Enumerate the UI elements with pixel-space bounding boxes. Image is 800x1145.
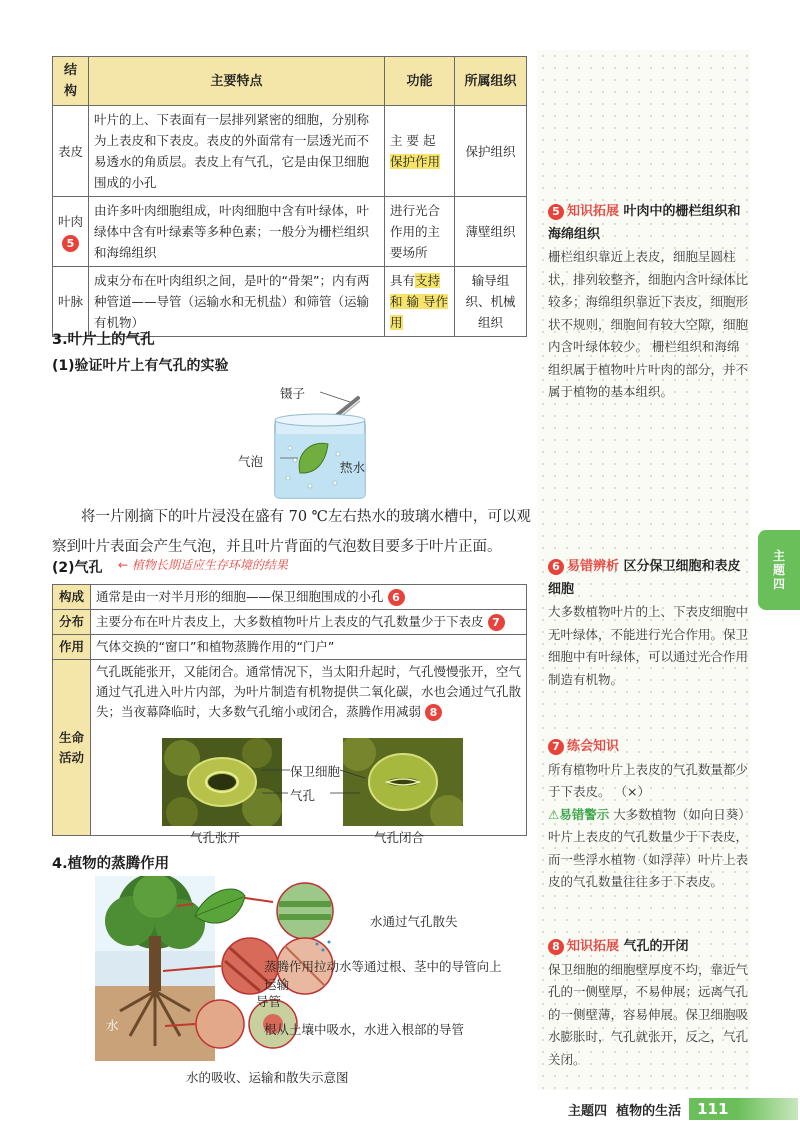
section-title-stomata: 3.叶片上的气孔 [52,332,155,348]
experiment-paragraph: 将一片刚摘下的叶片浸没在盛有 70 ℃左右热水的玻璃水槽中，可以观察到叶片表面会产生气泡，并且叶片背面的气泡数目要多于叶片正面。 [52,509,531,555]
side-tab-theme[interactable]: 主 题 四 [758,530,800,610]
table-row: 叶脉 成束分布在叶肉组织之间，是叶的“骨架”；内有两种管道——导管（运输水和无机盐）和筛管（运输有机物） 具有支持和 输 导作用 输导组织、机械组织 [53,267,527,337]
label-guard-cell: 保卫细胞 [290,764,341,779]
handwritten-note: ← 植物长期适应生存环境的结果 [118,558,288,572]
label-bubble: 气泡 [238,454,264,469]
table-row: 生命活动 气孔既能张开，又能闭合。通常情况下，当太阳升起时，气孔慢慢张开，空气通过气孔进入叶片内部，为叶片制造有机物提供二氧化碳，水也会通过气孔散失；当夜幕降临时，大多数气孔缩小或闭合，蒸腾作用减弱 8 [53,660,527,836]
table-header-row: 结构 主要特点 功能 所属组织 [53,57,527,106]
note-6: 6 易错辨析 区分保卫细胞和表皮细胞 大多数植物叶片的上、下表皮细胞中无叶绿体，不能进行光合作用。保卫细胞中有叶绿体，可以通过光合作用制造有机物。 [548,559,749,687]
label-water-evaporation: 水通过气孔散失 [370,914,458,929]
subsection-stomata: (2)气孔 [52,560,103,576]
label-root-absorb: 根从土壤中吸水，水进入根部的导管 [264,1022,465,1037]
page-number: 111 [689,1098,738,1120]
label-vessel: 导管 [256,994,282,1009]
page-footer: 主题四 植物的生活 111 [568,1097,798,1121]
caption-stoma-open: 气孔张开 [190,830,241,845]
label-hot-water: 热水 [340,460,366,475]
note-number: 6 [548,559,564,575]
note-number: 8 [548,939,564,955]
note-8: 8 知识拓展 气孔的开闭 保卫细胞的细胞壁厚度不均，靠近气孔的一侧壁厚，不易伸展；远离气孔的一侧壁薄，容易伸展。保卫细胞吸水膨胀时，气孔就张开，反之，气孔关闭。 [548,939,749,1067]
caption-stoma-closed: 气孔闭合 [374,830,425,845]
section-title-transpiration: 4.植物的蒸腾作用 [52,856,170,872]
table-row: 作用 气体交换的“窗口”和植物蒸腾作用的“门户” [53,635,527,660]
note-badge[interactable]: 6 [388,589,405,606]
note-badge[interactable]: 8 [425,704,442,721]
note-badge[interactable]: 7 [488,614,505,631]
footer-bar [738,1098,798,1120]
table-row: 分布 主要分布在叶片表皮上，大多数植物叶片上表皮的气孔数量少于下表皮 7 [53,610,527,635]
table-row: 构成 通常是由一对半月形的细胞——保卫细胞围成的小孔 6 [53,585,527,610]
label-transpiration-pull: 蒸腾作用拉动水等通过根、茎中的导管向上运输 [264,959,502,992]
table-row: 表皮 叶片的上、下表面有一层排列紧密的细胞，分别称为上表皮和下表皮。表皮的外面常有一层透光而不易透水的角质层。表皮上有气孔，它是由保卫细胞围成的小孔 主 要 起 保护作用 保护组织 [53,106,527,197]
note-number: 7 [548,739,564,755]
table-row: 叶肉 5 由许多叶肉细胞组成，叶肉细胞中含有叶绿体，叶绿体中含有叶绿素等多种色素；一般分为栅栏组织和海绵组织 进行光合作用的主要场所 薄壁组织 [53,197,527,267]
note-number: 5 [548,204,564,220]
leaf-structure-table [52,56,527,337]
label-pore: 气孔 [290,788,316,803]
label-water-soil: 水 [106,1018,119,1033]
label-tweezers: 镊子 [280,386,306,401]
note-5: 5 知识拓展 叶肉中的栅栏组织和海绵组织 栅栏组织靠近上表皮，细胞呈圆柱状，排列较整齐，细胞内含叶绿体比较多；海绵组织靠近下表皮，细胞形状不规则，细胞间有较大空隙，细胞内含叶绿体较少。 栅栏组织和海绵组织属于植物叶片叶肉的部分，并不属于植物的基本组织。 [548,204,749,399]
warning-icon: ⚠ [548,806,560,822]
experiment-illustration [240,378,440,503]
diagram-caption: 水的吸收、运输和散失示意图 [186,1070,349,1085]
subsection-experiment: (1)验证叶片上有气孔的实验 [52,358,229,374]
note-badge[interactable]: 5 [62,235,79,252]
note-7: 7 练会知识 所有植物叶片上表皮的气孔数量都少于下表皮。 （×） ⚠易错警示 大多数植物（如向日葵）叶片上表皮的气孔数量少于下表皮，而一些浮水植物（如浮萍）叶片上表皮的气孔数量往往多于下表皮。 [548,739,749,889]
